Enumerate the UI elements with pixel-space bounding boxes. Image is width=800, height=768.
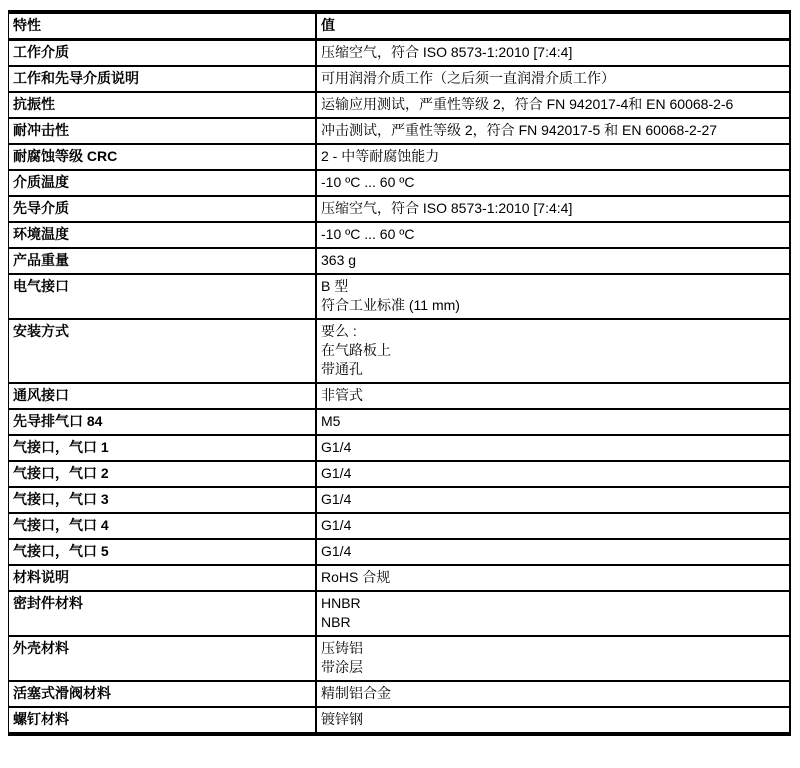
table-row: [9, 707, 791, 734]
table-row: [9, 319, 791, 383]
value-line: -10 ºC ... 60 ºC: [321, 174, 415, 190]
value-cell: [316, 565, 790, 591]
property-cell: 螺钉材料: [9, 707, 317, 734]
value-cell: [316, 222, 790, 248]
value-cell: [316, 274, 790, 319]
property-cell: 气接口，气口 4: [9, 513, 317, 539]
property-cell: 先导介质: [9, 196, 317, 222]
value-line: 镀锌钢: [321, 711, 363, 727]
property-cell: 介质温度: [9, 170, 317, 196]
value-cell: [316, 118, 790, 144]
table-row: [9, 435, 791, 461]
property-cell: 耐腐蚀等级 CRC: [9, 144, 317, 170]
value-line: 压缩空气，符合 ISO 8573-1:2010 [7:4:4]: [321, 44, 573, 60]
property-cell: 通风接口: [9, 383, 317, 409]
value-cell: [316, 636, 790, 681]
value-cell: [316, 66, 790, 92]
table-row: [9, 513, 791, 539]
value-line: RoHS 合规: [321, 569, 391, 585]
property-cell: 气接口，气口 5: [9, 539, 317, 565]
property-cell: 气接口，气口 2: [9, 461, 317, 487]
table-row: [9, 66, 791, 92]
property-cell: 电气接口: [9, 274, 317, 319]
value-line: -10 ºC ... 60 ºC: [321, 226, 415, 242]
property-cell: 气接口，气口 1: [9, 435, 317, 461]
specs-table-header: [9, 12, 791, 40]
property-cell: 工作和先导介质说明: [9, 66, 317, 92]
value-line: G1/4: [321, 439, 352, 455]
property-cell: 抗振性: [9, 92, 317, 118]
property-cell: 材料说明: [9, 565, 317, 591]
value-line: 要么 :: [321, 323, 357, 339]
value-cell: [316, 461, 790, 487]
table-row: [9, 274, 791, 319]
specs-table-body: [9, 40, 791, 735]
value-cell: [316, 248, 790, 274]
property-cell: 气接口，气口 3: [9, 487, 317, 513]
col-header-property: 特性: [9, 12, 317, 40]
value-line: 压缩空气，符合 ISO 8573-1:2010 [7:4:4]: [321, 200, 573, 216]
value-cell: [316, 144, 790, 170]
value-cell: [316, 513, 790, 539]
property-cell: 密封件材料: [9, 591, 317, 636]
value-line: 运输应用测试，严重性等级 2，符合 FN 942017-4和 EN 60068-2-6: [321, 96, 734, 112]
table-row: [9, 222, 791, 248]
value-cell: [316, 681, 790, 707]
value-line: 压铸铝: [321, 640, 363, 656]
value-cell: [316, 591, 790, 636]
value-cell: [316, 707, 790, 734]
value-line: 冲击测试，严重性等级 2，符合 FN 942017-5 和 EN 60068-2-27: [321, 122, 718, 138]
table-row: [9, 92, 791, 118]
value-line: 363 g: [321, 252, 357, 268]
property-cell: 安装方式: [9, 319, 317, 383]
value-line: 2 - 中等耐腐蚀能力: [321, 148, 440, 164]
value-line: M5: [321, 413, 341, 429]
specs-table: [8, 10, 791, 736]
value-line: G1/4: [321, 517, 352, 533]
property-cell: 外壳材料: [9, 636, 317, 681]
property-cell: 工作介质: [9, 40, 317, 67]
value-line: HNBR: [321, 595, 361, 611]
header-row: [9, 12, 791, 40]
property-cell: 先导排气口 84: [9, 409, 317, 435]
value-line: 精制铝合金: [321, 685, 391, 701]
value-line: 符合工业标准 (11 mm): [321, 297, 460, 313]
value-line: 可用润滑介质工作（之后须一直润滑介质工作）: [321, 70, 615, 86]
value-cell: [316, 196, 790, 222]
property-cell: 环境温度: [9, 222, 317, 248]
value-line: 在气路板上: [321, 342, 391, 358]
value-line: 非管式: [321, 387, 363, 403]
value-line: 带涂层: [321, 659, 363, 675]
value-cell: [316, 319, 790, 383]
table-row: [9, 461, 791, 487]
table-row: [9, 144, 791, 170]
value-line: B 型: [321, 278, 349, 294]
value-cell: [316, 435, 790, 461]
table-row: [9, 248, 791, 274]
value-cell: [316, 409, 790, 435]
value-line: G1/4: [321, 543, 352, 559]
table-row: [9, 170, 791, 196]
table-row: [9, 591, 791, 636]
table-row: [9, 40, 791, 67]
value-cell: [316, 40, 790, 67]
value-cell: [316, 383, 790, 409]
table-row: [9, 487, 791, 513]
table-row: [9, 565, 791, 591]
value-line: G1/4: [321, 465, 352, 481]
table-row: [9, 681, 791, 707]
value-cell: [316, 487, 790, 513]
value-line: NBR: [321, 614, 351, 630]
value-cell: [316, 170, 790, 196]
table-row: [9, 196, 791, 222]
value-cell: [316, 92, 790, 118]
table-row: [9, 118, 791, 144]
value-line: 带通孔: [321, 361, 363, 377]
property-cell: 活塞式滑阀材料: [9, 681, 317, 707]
value-line: G1/4: [321, 491, 352, 507]
table-row: [9, 636, 791, 681]
table-row: [9, 409, 791, 435]
col-header-value: 值: [316, 12, 790, 40]
property-cell: 耐冲击性: [9, 118, 317, 144]
value-cell: [316, 539, 790, 565]
property-cell: 产品重量: [9, 248, 317, 274]
table-row: [9, 539, 791, 565]
table-row: [9, 383, 791, 409]
